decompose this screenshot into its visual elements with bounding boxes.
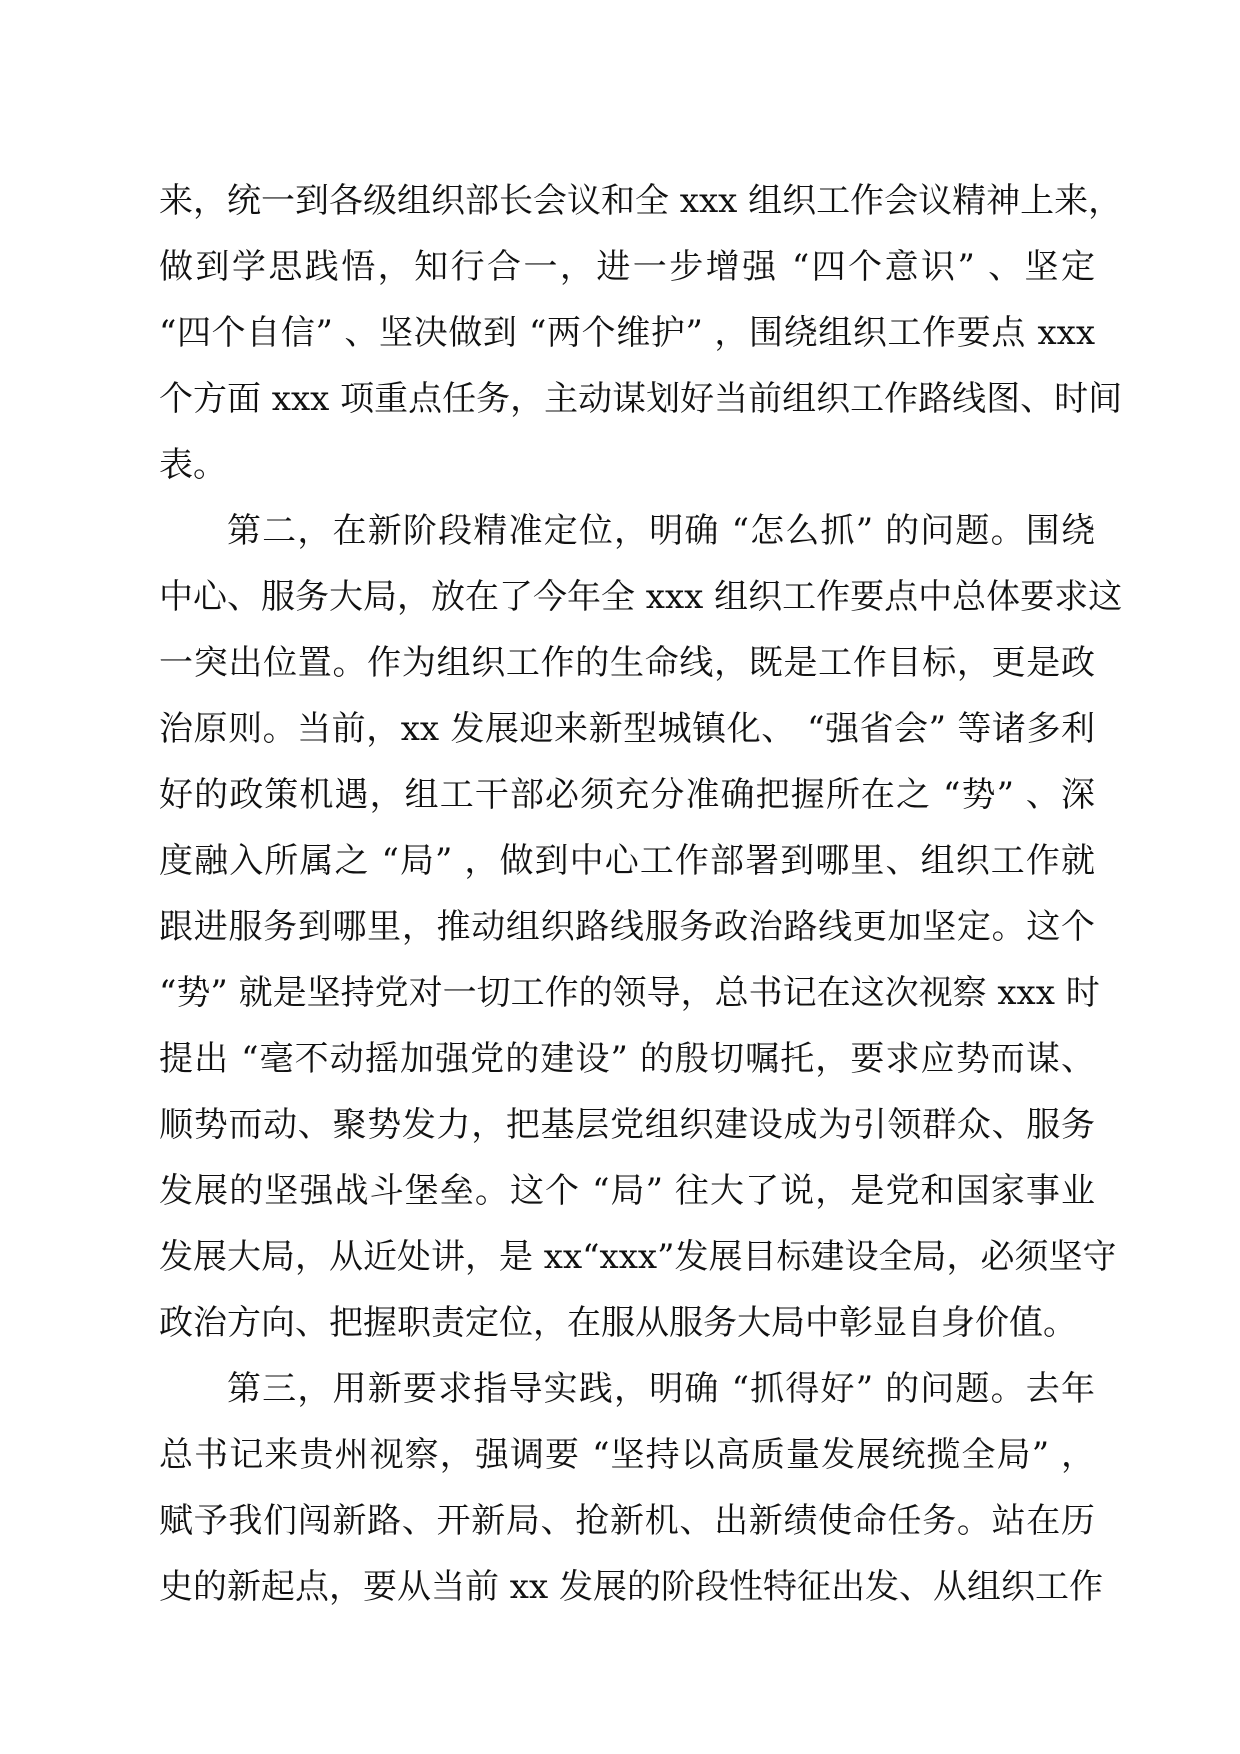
text-line: 做到学思践悟，知行合一，进一步增强 “四个意识” 、坚定 (159, 247, 1095, 287)
text-line: 提出 “毫不动摇加强党的建设” 的殷切嘱托，要求应势而谋、 (159, 1039, 1095, 1079)
text-line: 来，统一到各级组织部长会议和全 xxx 组织工作会议精神上来， (159, 181, 1123, 221)
text-line: 政治方向、把握职责定位，在服从服务大局中彰显自身价值。 (159, 1303, 1077, 1343)
text-line: 第二，在新阶段精准定位，明确 “怎么抓” 的问题。围绕 (227, 511, 1095, 551)
text-line: 赋予我们闯新路、开新局、抢新机、出新绩使命任务。站在历 (159, 1501, 1095, 1541)
text-line: 个方面 xxx 项重点任务，主动谋划好当前组织工作路线图、时间 (159, 379, 1123, 419)
text-line: 史的新起点，要从当前 xx 发展的阶段性特征出发、从组织工作 (159, 1567, 1103, 1607)
text-line: 度融入所属之 “局” ，做到中心工作部署到哪里、组织工作就 (159, 841, 1095, 881)
text-line: 跟进服务到哪里，推动组织路线服务政治路线更加坚定。这个 (159, 907, 1095, 947)
text-line: “四个自信” 、坚决做到 “两个维护” ，围绕组织工作要点 xxx (159, 313, 1095, 353)
body-text (159, 168, 1123, 1620)
text-line: 总书记来贵州视察，强调要 “坚持以高质量发展统揽全局” ， (159, 1435, 1095, 1475)
text-line: 第三，用新要求指导实践，明确 “抓得好” 的问题。去年 (227, 1369, 1095, 1409)
text-line: 好的政策机遇，组工干部必须充分准确把握所在之 “势” 、深 (159, 775, 1095, 815)
text-line: 表。 (159, 445, 227, 485)
text-line: 发展大局，从近处讲，是 xx“xxx”发展目标建设全局，必须坚守 (159, 1237, 1117, 1277)
text-line: 发展的坚强战斗堡垒。这个 “局” 往大了说，是党和国家事业 (159, 1171, 1095, 1211)
text-line: 顺势而动、聚势发力，把基层党组织建设成为引领群众、服务 (159, 1105, 1095, 1145)
text-line: “势” 就是坚持党对一切工作的领导，总书记在这次视察 xxx 时 (159, 973, 1100, 1013)
text-line: 一突出位置。作为组织工作的生命线，既是工作目标，更是政 (159, 643, 1095, 683)
text-line: 治原则。当前，xx 发展迎来新型城镇化、 “强省会” 等诸多利 (159, 709, 1095, 749)
text-line: 中心、服务大局，放在了今年全 xxx 组织工作要点中总体要求这 (159, 577, 1123, 617)
